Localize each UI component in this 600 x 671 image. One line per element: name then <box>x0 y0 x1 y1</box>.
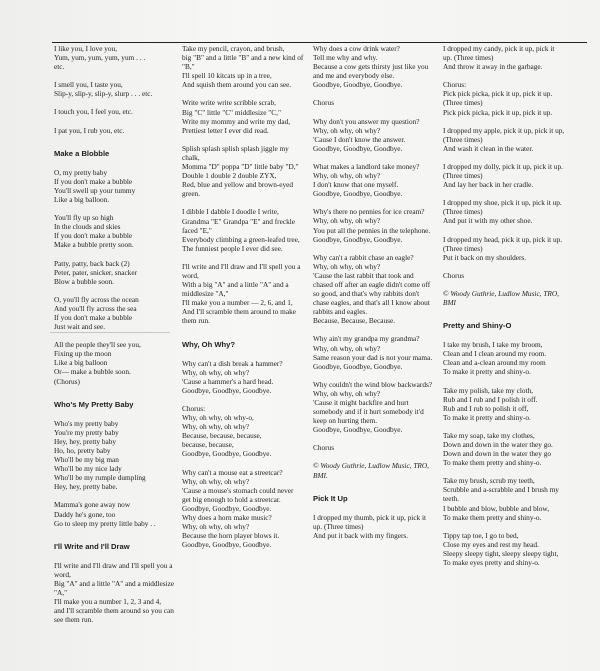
lyric-line: Daddy he's gone, too <box>54 509 116 519</box>
lyric-line: Go to sleep my pretty little baby . . <box>54 518 156 528</box>
lyric-line: I dropped my candy, pick it up, pick it up. (Three times) <box>443 44 555 63</box>
lyric-line: And throw it away in the garbage. <box>443 62 543 72</box>
lyric-stanza <box>182 44 304 89</box>
lyric-line: And put it back with my fingers. <box>313 530 409 540</box>
lyric-line: Big "A" and a little "A" and a middlesize "A," <box>54 579 175 598</box>
lyric-line: Why, oh why, oh why? <box>313 261 381 271</box>
lyric-line: Write write write scribble scrab, <box>182 98 276 108</box>
song-title: Pretty and Shiny-O <box>443 321 512 331</box>
lyric-line: Hey, hey, pretty baby <box>54 436 117 446</box>
lyric-line: Red, blue and yellow and brown-eyed green. <box>182 180 294 199</box>
lyric-line: Tippy tap toe, I go to bed, <box>443 530 519 540</box>
lyric-line: Big "C" little "C" middlesize "C," <box>182 107 281 117</box>
lyric-line: Why, oh why, oh why? <box>182 522 250 532</box>
lyric-line: I dropped my apple, pick it up, pick it up, (Three times) <box>443 125 565 144</box>
lyric-line: And I'll scramble them around to make them run. <box>182 307 296 326</box>
lyric-line: Hey, hey, pretty babe. <box>54 482 118 492</box>
lyric-stanza <box>54 80 176 98</box>
lyric-stanza <box>54 295 176 331</box>
lyric-line: Goodbye, Goodbye, Goodbye. <box>182 385 272 395</box>
lyric-line: I dropped my head, pick it up, pick it up. (Three times) <box>443 234 563 253</box>
lyric-line: I'll make you a number — 2, 6, and 1, <box>182 298 293 308</box>
lyric-line: Goodbye, Goodbye, Goodbye. <box>313 189 403 199</box>
lyric-line: Down and down in the water they go. <box>443 440 553 449</box>
lyric-line: Same reason your dad is not your mama. <box>313 352 433 362</box>
lyric-stanza <box>54 168 176 204</box>
lyric-stanza <box>54 340 176 385</box>
lyric-line: Why does a horn make music? <box>182 513 272 523</box>
column-1 <box>54 44 176 634</box>
lyric-line: To make them pretty and shiny-o. <box>443 458 542 468</box>
lyric-stanza <box>182 404 304 459</box>
lyric-line: Goodbye, Goodbye, Goodbye. <box>313 425 403 435</box>
lyric-line: Pick pick picka, pick it up, pick it up. (Three times) <box>443 89 553 108</box>
lyric-line: Scrubble and a-scrabble and I brush my teeth. <box>443 485 559 504</box>
lyric-line: Goodbye, Goodbye, Goodbye. <box>313 143 403 153</box>
lyric-line: Why don't you answer my question? <box>313 116 420 126</box>
lyric-line: If you don't make a bubble <box>54 176 133 186</box>
lyric-line: Because a cow gets thirsty just like you and me and everybody else. <box>313 62 429 81</box>
lyric-line: To make eyes pretty and shiny-o. <box>443 558 540 568</box>
lyric-stanza <box>443 431 565 467</box>
lyric-line: Double 1 double 2 double ZYX, <box>182 171 277 181</box>
lyric-stanza <box>313 207 435 243</box>
lyric-line: Who'll be my rumple dumpling <box>54 473 146 483</box>
lyric-line: I'll write and I'll draw and I'll spell you a word, <box>182 261 301 280</box>
lyric-line: Make a bubble pretty soon. <box>54 240 134 250</box>
lyric-stanza <box>54 561 176 625</box>
lyric-line: I dropped my thumb, pick it up, pick it up. (Three times) <box>313 512 427 531</box>
lyric-line: Fixing up the moon <box>54 349 112 359</box>
lyric-line: To make it pretty and shiny-o. <box>443 412 531 422</box>
lyric-stanza <box>54 126 176 135</box>
lyric-stanza <box>443 386 565 422</box>
lyric-stanza <box>313 334 435 370</box>
lyric-line: You're my pretty baby <box>54 427 119 437</box>
lyric-line: The funniest people I ever did see. <box>182 243 283 253</box>
lyric-line: Yum, yum, yum, yum, yum . . . <box>54 53 146 63</box>
lyric-line: Why can't a dish break a hammer? <box>182 358 283 368</box>
lyric-stanza <box>54 419 176 492</box>
lyric-line: I touch you, I feel you, etc. <box>54 107 133 117</box>
lyric-stanza <box>443 271 565 280</box>
lyric-line: Slip-y, slip-y, slip-y, slurp . . . etc. <box>54 89 153 99</box>
lyric-stanza <box>313 162 435 198</box>
lyric-line: Because the horn player blows it. <box>182 531 280 541</box>
lyric-line: etc. <box>54 62 65 72</box>
lyric-line: Peter, pater, snicker, snacker <box>54 267 137 277</box>
lyric-line: 'Cause the last rabbit that took and chased off after an eagle didn't come off so good, and that's why rabbits don't chase eagles, and that's all I know about rabbits and eagles. <box>313 270 431 317</box>
lyric-stanza <box>54 500 176 527</box>
lyric-line: If you don't make a bubble <box>54 312 133 322</box>
lyric-line: Goodbye, Goodbye, Goodbye. <box>182 503 272 513</box>
lyric-line: Close my eyes and rest my head. <box>443 539 539 549</box>
song-title: Who's My Pretty Baby <box>54 399 134 409</box>
lyric-line: I dropped my dolly, pick it up, pick it up. (Three times) <box>443 161 563 181</box>
lyric-line: I dibble I dabble I doodle I write, <box>182 207 279 217</box>
column-4 <box>443 44 565 576</box>
lyric-line: Chorus <box>443 270 465 280</box>
lyric-stanza <box>443 531 565 567</box>
lyric-line: 'Cause it might backfire and hurt somebody and if it hurt somebody it'd keep on hurting them. <box>313 398 424 426</box>
lyric-line: Clean and a-clean around my room <box>443 358 546 368</box>
lyric-line: and I'll scramble them around so you can see them run. <box>54 606 174 625</box>
lyric-line: I smell you, I taste you, <box>54 80 123 90</box>
lyric-line: Mamma's gone away now <box>54 500 131 510</box>
lyric-line: Chorus <box>313 98 335 108</box>
lyric-line: Why couldn't the wind blow backwards? <box>313 379 433 389</box>
lyric-line: What makes a landlord take money? <box>313 161 420 171</box>
lyric-line: Because, Because, Because. <box>313 316 396 326</box>
lyric-stanza <box>54 107 176 116</box>
lyric-line: Why, oh why, oh why-o, <box>182 413 254 423</box>
lyric-stanza <box>443 198 565 225</box>
lyric-stanza <box>313 98 435 107</box>
lyric-line: You put all the pennies in the telephone. <box>313 225 431 235</box>
lyric-stanza <box>443 340 565 376</box>
lyric-line: 'Cause a mouse's stomach could never get big enough to hold a streetcar. <box>182 485 294 504</box>
lyric-line: Sleepy sleepy tight, sleepy sleepy tight, <box>443 548 559 558</box>
lyric-line: Chorus: <box>443 80 467 90</box>
lyric-line: Take my brush, scrub my teeth, <box>443 476 535 486</box>
lyric-line: Goodbye, Goodbye, Goodbye. <box>313 234 403 244</box>
lyric-line: I bubble and blow, bubble and blow, <box>443 503 550 513</box>
copyright-credit: © Woody Guthrie, Ludlow Music, TRO, BMI <box>443 288 559 307</box>
lyric-line: I don't know that one myself. <box>313 180 399 190</box>
lyric-stanza <box>54 259 176 286</box>
lyric-line: Why can't a rabbit chase an eagle? <box>313 252 414 262</box>
lyric-stanza <box>182 207 304 252</box>
lyric-line: Why does a cow drink water? <box>313 44 400 53</box>
lyric-line: Write my mommy and write my dad, <box>182 116 291 126</box>
lyric-line: Why's there no pennies for ice cream? <box>313 207 425 217</box>
lyric-line: Ho, ho, pretty baby <box>54 446 111 455</box>
lyric-line: Put it back on my shoulders. <box>443 252 527 262</box>
lyric-line: In the clouds and skies <box>54 222 121 232</box>
top-rule <box>52 42 587 43</box>
lyric-line: Like a big balloon <box>54 358 108 368</box>
lyric-stanza <box>443 235 565 262</box>
lyric-line: Patty, patty, back back (2) <box>54 258 130 268</box>
lyric-line: Who'll be my nice lady <box>54 464 122 474</box>
lyric-line: Why, oh why, oh why? <box>182 367 250 377</box>
lyric-stanza <box>313 253 435 326</box>
column-3 <box>313 44 435 549</box>
lyric-line: Everybody climbing a green-leafed tree, <box>182 234 300 244</box>
lyric-line: You'll swell up your tummy <box>54 185 136 195</box>
lyric-stanza <box>443 80 565 116</box>
column-2 <box>182 44 304 558</box>
lyric-line: Who's my pretty baby <box>54 418 119 428</box>
lyric-line: To make it pretty and shiny-o. <box>443 367 531 377</box>
lyric-stanza <box>54 213 176 249</box>
lyric-line: (Chorus) <box>54 376 80 386</box>
lyric-line: 'Cause I don't know the answer. <box>313 134 406 144</box>
lyric-line: With a big "A" and a little "A" and a middlesize "A," <box>182 280 289 299</box>
lyric-line: Pick pick picka, pick it up, pick it up. <box>443 107 553 117</box>
lyric-line: Why, oh why, oh why? <box>313 343 381 353</box>
lyric-stanza <box>313 44 435 89</box>
lyric-line: And squish them around you can see. <box>182 80 292 90</box>
lyric-line: Goodbye, Goodbye, Goodbye. <box>313 80 403 90</box>
lyric-line: O, my pretty baby <box>54 167 108 177</box>
lyric-line: Chorus: <box>182 404 206 413</box>
lyric-line: I pat you, I rub you, etc. <box>54 125 125 135</box>
lyric-line: Goodbye, Goodbye, Goodbye. <box>182 449 272 459</box>
lyric-line: Tell me why and why. <box>313 53 378 63</box>
lyric-line: Blow a bubble soon. <box>54 276 114 286</box>
lyric-line: Prettiest letter I ever did read. <box>182 125 269 135</box>
lyric-stanza <box>313 380 435 435</box>
lyric-line: And you'll fly across the sea <box>54 303 137 313</box>
lyric-line: 'Cause a hammer's a hard head. <box>182 376 274 386</box>
lyric-line: Clean and I clean around my room. <box>443 349 547 359</box>
lyric-stanza <box>443 476 565 521</box>
song-title: I'll Write and I'll Draw <box>54 541 130 551</box>
lyric-line: Who'll be my big man <box>54 455 119 465</box>
lyric-line: I'll make you a number 1, 2, 3 and 4, <box>54 597 162 607</box>
lyric-line: Why, oh why, oh why? <box>313 388 381 398</box>
lyric-line: Goodbye, Goodbye, Goodbye. <box>313 361 403 371</box>
lyric-line: Take my pencil, crayon, and brush, <box>182 44 285 53</box>
lyric-line: Just wait and see. <box>54 322 106 332</box>
lyric-line: Why ain't my grandpa my grandma? <box>313 334 420 344</box>
lyric-line: Down and down in the water they go <box>443 449 552 459</box>
lyric-line: All the people they'll see you, <box>54 340 141 350</box>
lyric-line: Splish splash splish splash jiggle my chalk, <box>182 143 289 162</box>
lyric-stanza <box>443 162 565 189</box>
lyric-stanza <box>443 126 565 153</box>
lyric-line: Because, because, because, <box>182 431 262 441</box>
lyric-line: Goodbye, Goodbye, Goodbye. <box>182 540 272 550</box>
lyric-line: Take my polish, take my cloth, <box>443 385 534 395</box>
lyric-line: Momma "D" poppa "D" little baby "D," <box>182 162 299 172</box>
lyric-line: big "B" and a little "B" and a new kind of "B," <box>182 53 304 72</box>
lyric-line: Why, oh why, oh why? <box>313 125 381 135</box>
lyric-line: You'll fly up so high <box>54 213 114 223</box>
lyric-line: If you don't make a bubble <box>54 231 133 241</box>
lyric-line: Chorus <box>313 443 335 453</box>
lyric-line: Take my soap, take my clothes, <box>443 430 535 440</box>
lyric-stanza <box>182 468 304 550</box>
lyric-stanza <box>313 513 435 540</box>
lyric-stanza <box>313 443 435 452</box>
lyric-line: And wash it clean in the water. <box>443 143 534 153</box>
song-title: Why, Oh Why? <box>182 339 236 349</box>
lyric-stanza <box>54 44 176 71</box>
lyric-line: I'll spell 10 kitcats up in a tree, <box>182 71 272 81</box>
lyric-line: Grandma "E" Grandpa "E" and freckle faced "E," <box>182 216 296 235</box>
lyric-line: O, you'll fly across the ocean <box>54 294 139 304</box>
lyric-line: I dropped my shoe, pick it up, pick it up. (Three times) <box>443 198 562 217</box>
lyric-line: To make them pretty and shiny-o. <box>443 512 542 522</box>
lyric-line: Why, oh why, oh why? <box>313 216 381 226</box>
lyric-line: Or— make a bubble soon. <box>54 367 131 377</box>
lyric-line: Why, oh why, oh why? <box>182 476 250 486</box>
lyric-stanza <box>182 262 304 326</box>
lyric-stanza <box>313 117 435 153</box>
song-title: Pick It Up <box>313 493 348 503</box>
lyric-line: I take my brush, I take my broom, <box>443 340 543 350</box>
song-title: Make a Blobble <box>54 148 110 158</box>
lyric-stanza <box>443 44 565 71</box>
lyric-line: Why, oh why, oh why? <box>182 422 250 432</box>
copyright-credit: © Woody Guthrie, Ludlow Music, TRO, BMI. <box>313 461 429 480</box>
lyric-line: I'll write and I'll draw and I'll spell you a word, <box>54 560 173 579</box>
lyric-stanza <box>182 359 304 395</box>
lyric-line: And put it with my other shoe. <box>443 216 533 226</box>
lyric-line: Like a big balloon. <box>54 195 110 205</box>
lyric-line: because, because, <box>182 440 234 450</box>
lyric-stanza <box>182 144 304 199</box>
lyric-line: Why, oh why, oh why? <box>313 171 381 181</box>
lyric-line: And lay her back in her cradle. <box>443 180 534 190</box>
lyric-line: I like you, I love you, <box>54 44 118 53</box>
lyric-line: Rub and I rub and I polish it off. <box>443 394 538 404</box>
lyric-line: Rub and I rub to polish it off, <box>443 403 529 413</box>
lyric-stanza <box>182 98 304 134</box>
lyric-line: Why can't a mouse eat a streetcar? <box>182 467 283 477</box>
